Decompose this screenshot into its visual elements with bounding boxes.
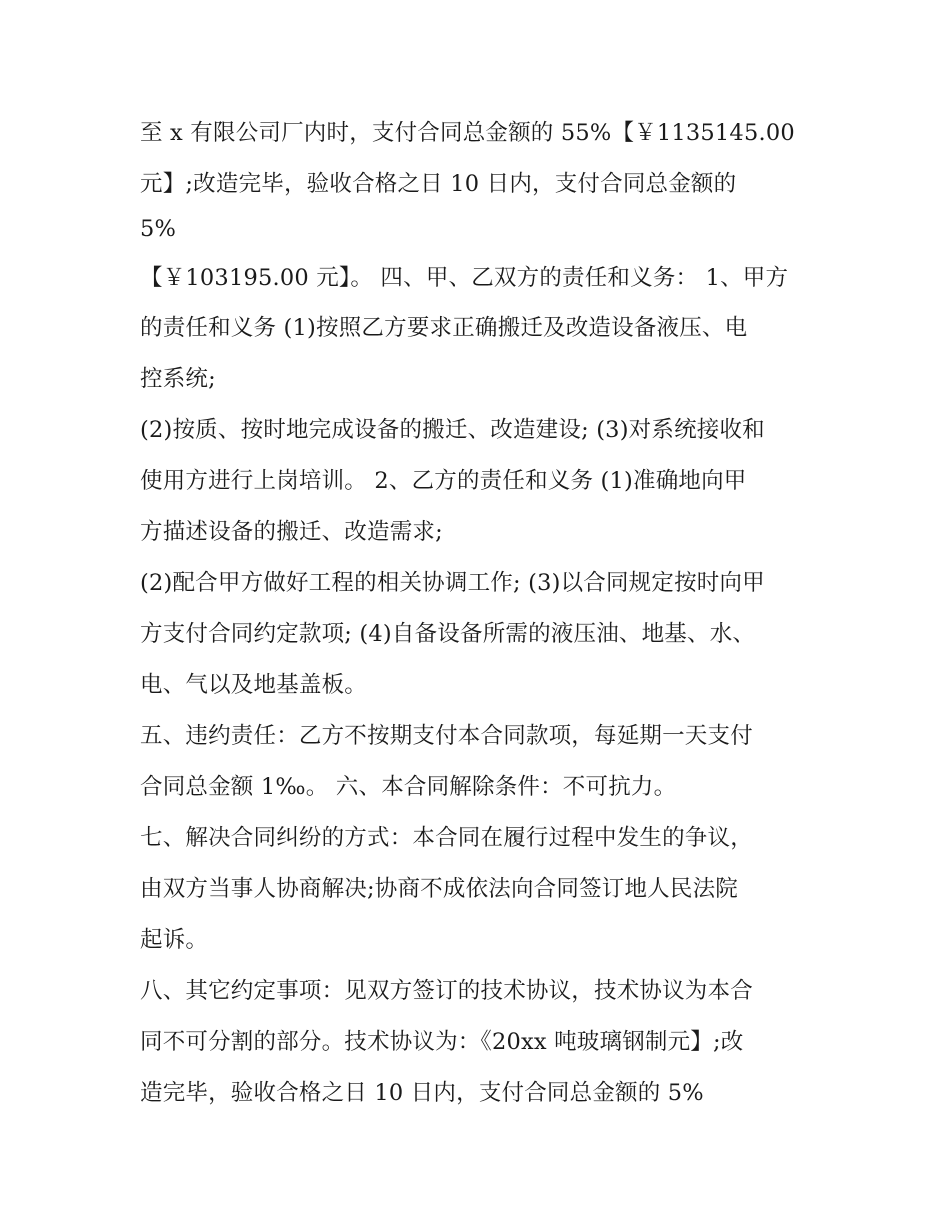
text-line: 的责任和义务 (1)按照乙方要求正确搬迁及改造设备液压、电 xyxy=(140,315,748,341)
text-line: 5% xyxy=(140,216,177,242)
text-line: 同不可分割的部分。技术协议为：《20xx 吨玻璃钢制元】;改 xyxy=(140,1029,744,1055)
text-line: 造完毕，验收合格之日 10 日内，支付合同总金额的 5% xyxy=(140,1080,704,1106)
text-line: (2)配合甲方做好工程的相关协调工作; (3)以合同规定按时向甲 xyxy=(140,570,765,596)
text-line: 由双方当事人协商解决;协商不成依法向合同签订地人民法院 xyxy=(140,876,738,902)
text-line: 至 x 有限公司厂内时，支付合同总金额的 55%【￥1135145.00 xyxy=(140,120,795,146)
text-line: 方描述设备的搬迁、改造需求; xyxy=(140,519,443,545)
text-line: 方支付合同约定款项; (4)自备设备所需的液压油、地基、水、 xyxy=(140,621,756,647)
text-line: 元】;改造完毕，验收合格之日 10 日内，支付合同总金额的 xyxy=(140,171,737,197)
document-body xyxy=(140,108,820,1119)
text-line: 使用方进行上岗培训。 2、乙方的责任和义务 (1)准确地向甲 xyxy=(140,468,747,494)
text-line: 控系统; xyxy=(140,366,216,392)
text-line: 五、违约责任：乙方不按期支付本合同款项，每延期一天支付 xyxy=(140,723,753,749)
text-line: 合同总金额 1‰。 六、本合同解除条件：不可抗力。 xyxy=(140,774,677,800)
text-line: 电、气以及地基盖板。 xyxy=(140,672,368,698)
text-line: (2)按质、按时地完成设备的搬迁、改造建设; (3)对系统接收和 xyxy=(140,417,765,443)
text-line: 起诉。 xyxy=(140,927,209,953)
text-line: 八、其它约定事项：见双方签订的技术协议，技术协议为本合 xyxy=(140,978,753,1004)
text-line: 【￥103195.00 元】。 四、甲、乙双方的责任和义务： 1、甲方 xyxy=(140,265,789,291)
text-line: 七、解决合同纠纷的方式：本合同在履行过程中发生的争议， xyxy=(140,825,753,851)
